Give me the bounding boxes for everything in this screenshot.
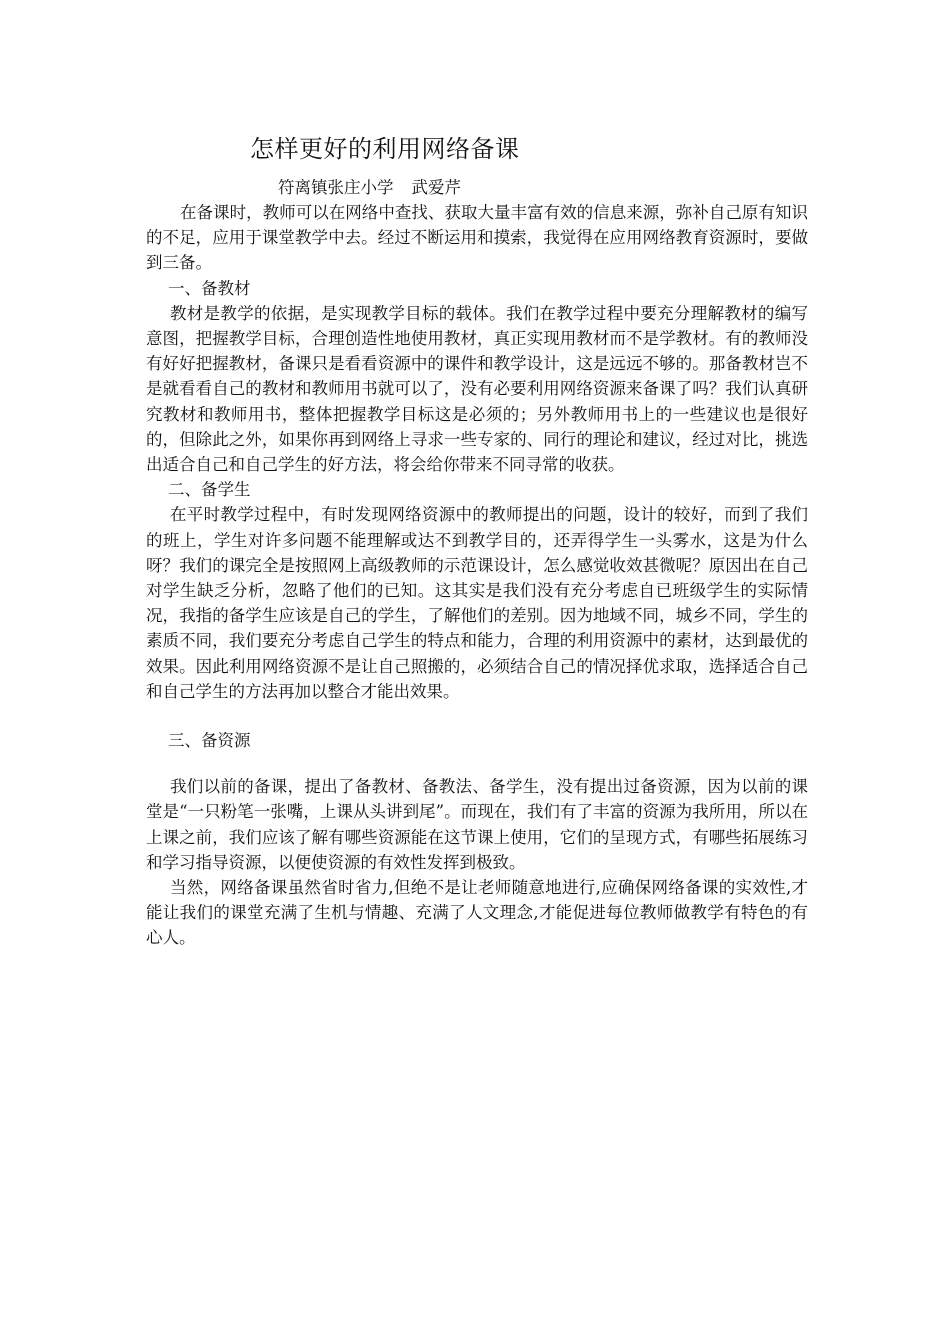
intro-paragraph: 在备课时，教师可以在网络中查找、获取大量丰富有效的信息来源，弥补自己原有知识的不足，应用于课堂教学中去。经过不断运用和摸索，我觉得在应用网络教育资源时，要做到三备。 xyxy=(146,203,808,273)
section-paragraph-students: 在平时教学过程中，有时发现网络资源中的教师提出的问题，设计的较好，而到了我们的班上，学生对许多问题不能理解或达不到教学目的，还弄得学生一头雾水，这是为什么呀？我们的课完全是按照网上高级教师的示范课设计，怎么感觉收效甚微呢？原因出在自己对学生缺乏分析，忽略了他们的已知。这其实是我们没有充分考虑自已班级学生的实际情况，我指的备学生应该是自己的学生，了解他们的差别。因为地域不同，城乡不同，学生的素质不同，我们要充分考虑自己学生的特点和能力，合理的利用资源中的素材，达到最优的效果。因此利用网络资源不是让自己照搬的，必须结合自己的情况择优求取，选择适合自己和自己学生的方法再加以整合才能出效果。 xyxy=(146,505,808,701)
document-body xyxy=(146,200,808,951)
section-paragraph-resources: 我们以前的备课，提出了备教材、备教法、备学生，没有提出过备资源，因为以前的课堂是“一只粉笔一张嘴，上课从头讲到尾”。而现在，我们有了丰富的资源为我所用，所以在上课之前，我们应该了解有哪些资源能在这节课上使用，它们的呈现方式，有哪些拓展练习和学习指导资源，以便使资源的有效性发挥到极致。 xyxy=(146,777,808,872)
section-heading-resources: 三、备资源 xyxy=(168,731,251,751)
section-paragraph-textbook: 教材是教学的依据，是实现教学目标的载体。我们在教学过程中要充分理解教材的编写意图，把握教学目标，合理创造性地使用教材，真正实现用教材而不是学教材。有的教师没有好好把握教材，备课只是看看资源中的课件和教学设计，这是远远不够的。那备教材岂不是就看看自己的教材和教师用书就可以了，没有必要利用网络资源来备课了吗？我们认真研究教材和教师用书，整体把握教学目标这是必须的；另外教师用书上的一些建议也是很好的，但除此之外，如果你再到网络上寻求一些专家的、同行的理论和建议，经过对比，挑选出适合自己和自己学生的好方法，将会给你带来不同寻常的收获。 xyxy=(146,303,808,475)
section-heading-students: 二、备学生 xyxy=(168,480,251,500)
section-heading-textbook: 一、备教材 xyxy=(168,278,251,298)
author-school: 符离镇张庄小学 xyxy=(278,178,394,197)
author-line xyxy=(278,176,461,200)
document-title: 怎样更好的利用网络备课 xyxy=(250,135,520,163)
conclusion-paragraph: 当然，网络备课虽然省时省力,但绝不是让老师随意地进行,应确保网络备课的实效性,才能让我们的课堂充满了生机与情趣、充满了人文理念,才能促进每位教师做教学有特色的有心人。 xyxy=(146,878,808,948)
author-name: 武爱芹 xyxy=(411,178,461,197)
